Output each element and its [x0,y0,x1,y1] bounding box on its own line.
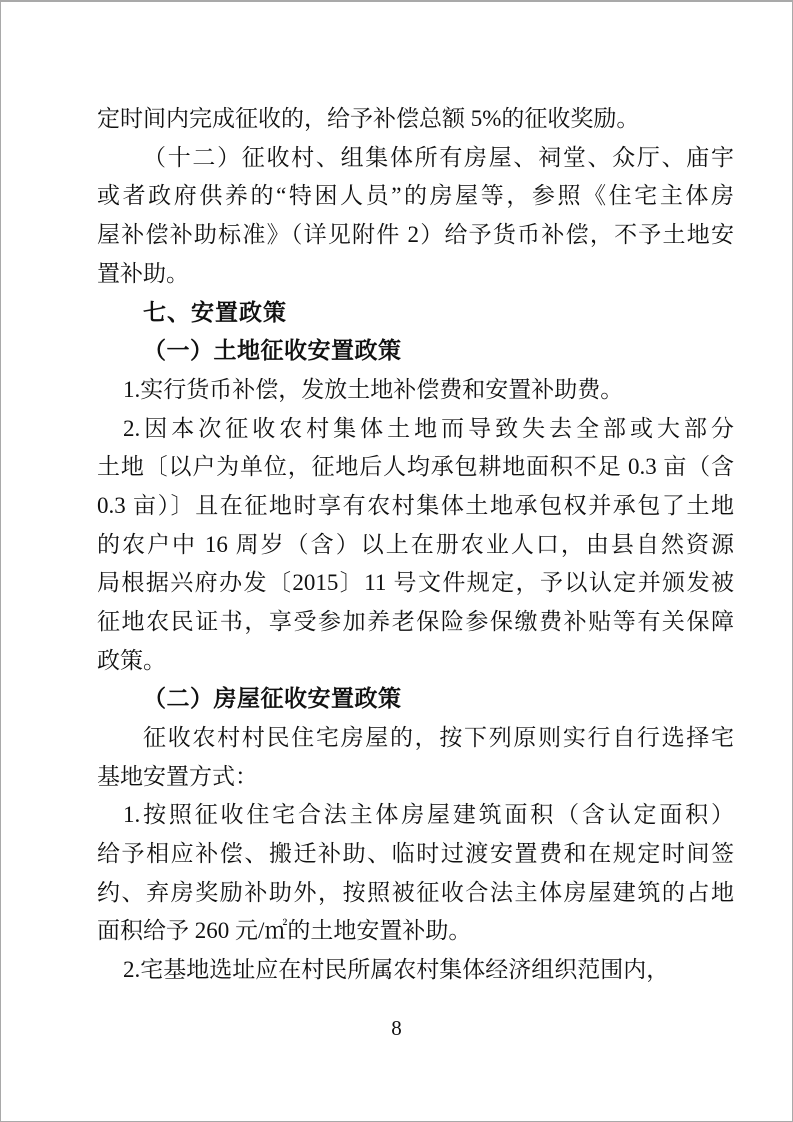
text-line: 或者政府供养的“特困人员”的房屋等，参照《住宅主体房 [97,183,734,209]
text-line: 2.因本次征收农村集体土地而导致失去全部或大部分 [123,415,734,441]
text-line: 基地安置方式： [97,763,258,789]
text-line: 的农户中 16 周岁（含）以上在册农业人口，由县自然资源 [97,531,734,557]
text-line: 约、弃房奖励补助外，按照被征收合法主体房屋建筑的占地 [97,879,734,905]
text-line: 面积给予 260 元/㎡的土地安置补助。 [97,918,472,944]
text-line: 1.实行货币补偿，发放土地补偿费和安置补助费。 [123,376,624,402]
text-line: 给予相应补偿、搬迁补助、临时过渡安置费和在规定时间签 [97,841,734,867]
text-line: （十二）征收村、组集体所有房屋、祠堂、众厅、庙宇 [143,144,734,170]
text-line: 征地农民证书，享受参加养老保险参保缴费补贴等有关保障 [97,608,734,634]
text-line: 0.3 亩）〕且在征地时享有农村集体土地承包权并承包了土地 [97,492,734,518]
heading-line: （二）房屋征收安置政策 [143,686,402,712]
text-line: 土地〔以户为单位，征地后人均承包耕地面积不足 0.3 亩（含 [97,454,734,480]
document-content [97,100,734,990]
text-line: 定时间内完成征收的，给予补偿总额 5%的征收奖励。 [97,106,640,131]
text-line: 1.按照征收住宅合法主体房屋建筑面积（含认定面积） [123,802,734,828]
text-line: 局根据兴府办发〔2015〕11 号文件规定，予以认定并颁发被 [97,570,734,596]
page-number: 8 [391,1016,402,1040]
text-line: 屋补偿补助标准》（详见附件 2）给予货币补偿，不予土地安 [97,222,734,248]
heading-line: （一）土地征收安置政策 [143,338,402,364]
text-line: 置补助。 [97,260,189,286]
heading-line: 七、安置政策 [143,299,287,326]
text-line: 政策。 [97,647,166,673]
text-line: 2.宅基地选址应在村民所属农村集体经济组织范围内， [123,957,670,983]
text-line: 征收农村村民住宅房屋的，按下列原则实行自行选择宅 [143,725,734,750]
